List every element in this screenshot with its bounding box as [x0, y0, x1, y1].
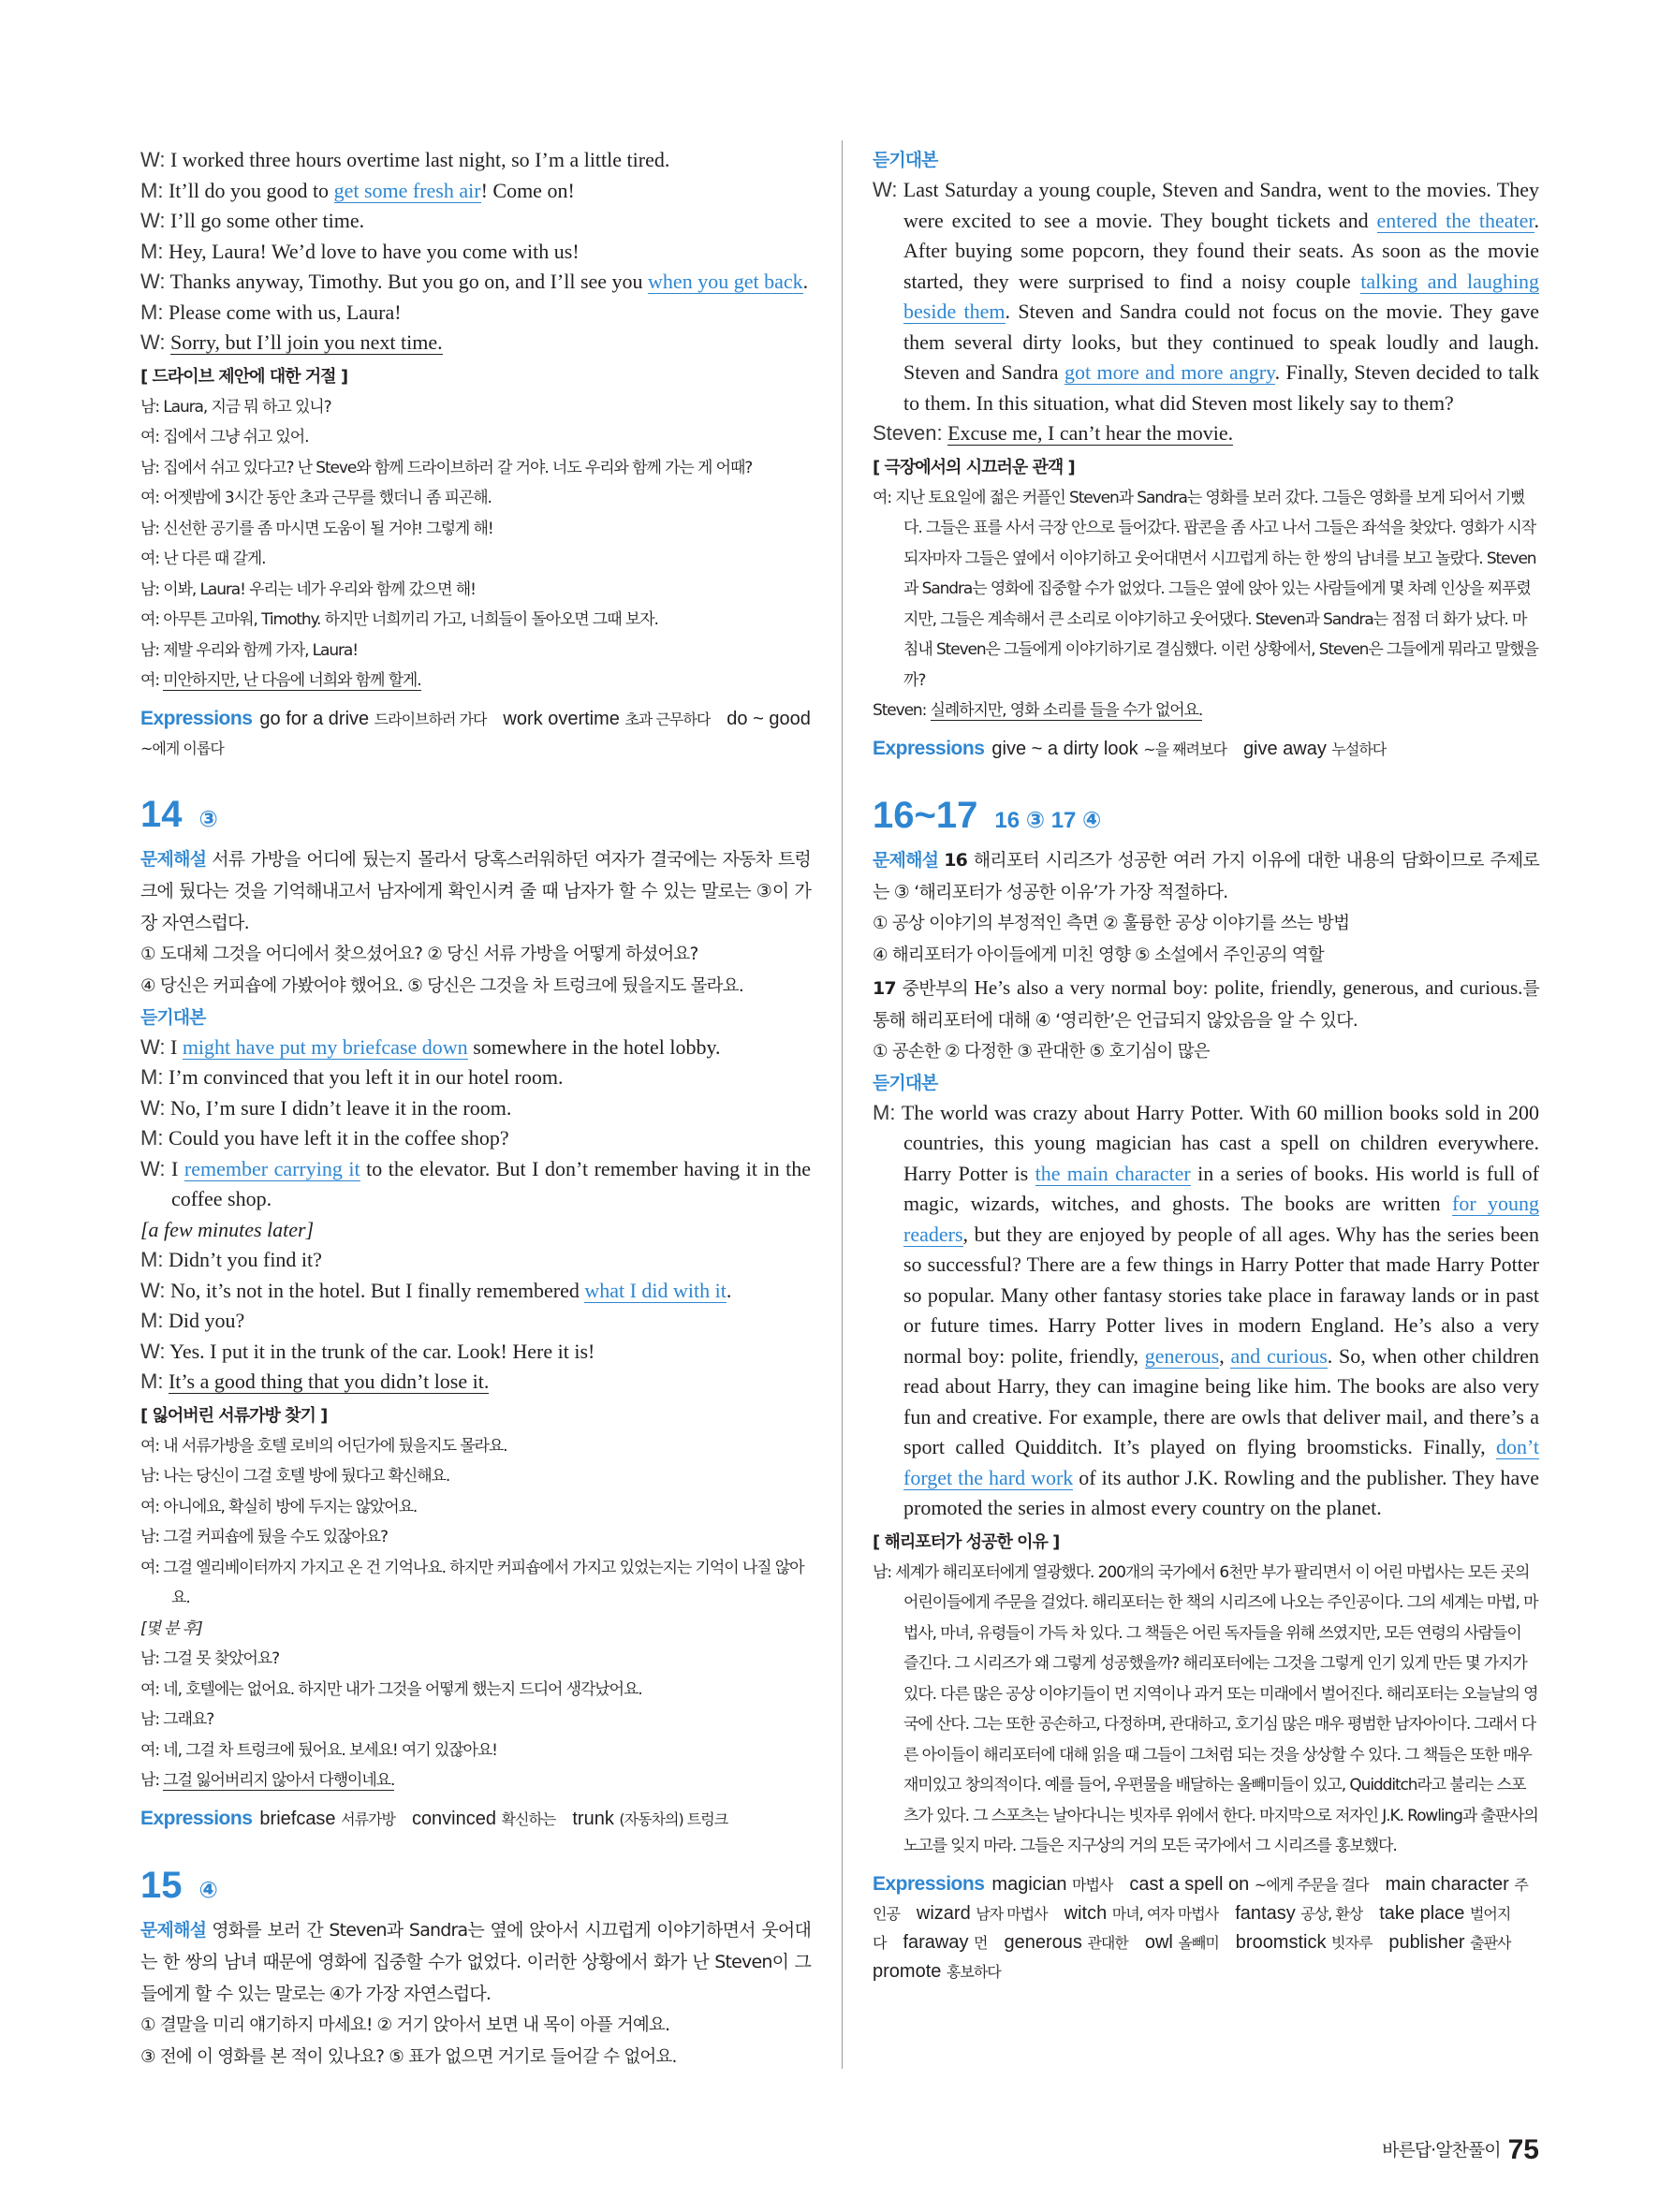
translation-text: 그래요? — [163, 1710, 214, 1729]
expression-meaning: ~에게 주문을 걸다 — [1254, 1875, 1369, 1894]
translation-text: 제발 우리와 함께 가자, Laura! — [163, 640, 358, 660]
explanation-label: 문제해설 — [140, 848, 207, 870]
dialogue-line — [140, 1337, 811, 1368]
script-label-16-17: 듣기대본 — [873, 1072, 938, 1093]
dialogue-line — [140, 1245, 811, 1276]
speaker-label: 여: — [140, 1740, 159, 1760]
translation-line — [140, 514, 811, 545]
expressions-label: Expressions — [140, 1807, 253, 1829]
expression-word: publisher — [1388, 1931, 1465, 1953]
expressions-label: Expressions — [140, 707, 253, 729]
speaker-label: W: — [140, 1278, 166, 1302]
blank-answer: when you get back — [648, 270, 803, 293]
expression-word: take place — [1379, 1902, 1465, 1924]
translation-line — [873, 696, 1539, 726]
script-text: No, I’m sure I didn’t leave it in the room. — [169, 1095, 512, 1120]
translation-line — [140, 1461, 811, 1492]
expression-meaning: 출판사 — [1470, 1933, 1511, 1952]
answer-line: Sorry, but I’ll join you next time. — [169, 330, 443, 354]
translation-line — [873, 1558, 1539, 1862]
translation-line — [140, 666, 811, 696]
footer-title: 바른답·알찬풀이 — [1382, 2140, 1501, 2161]
explanation-label: 문제해설 — [873, 849, 939, 871]
translation-line — [140, 544, 811, 575]
option-line: ④ 해리포터가 아이들에게 미친 영향 ⑤ 소설에서 주인공의 역할 — [873, 945, 1324, 965]
dialogue-line — [140, 1093, 811, 1124]
speaker-label: M: — [140, 1065, 164, 1089]
dialogue-14-script — [140, 1033, 811, 1398]
expressions-label: Expressions — [873, 1872, 985, 1895]
speaker-label: M: — [140, 1370, 164, 1393]
explanation-14: 문제해설 서류 가방을 어디에 뒀는지 몰라서 당혹스러워하던 여자가 결국에는 자동차 트렁크에 뒀다는 것을 기억해내고서 남자에게 확인시켜 줄 때 남자가 할 수 있는 말로는 ③이 가장 자연스럽다. — [140, 848, 811, 933]
script-text: , — [1219, 1343, 1231, 1368]
expression-meaning: 서류가방 — [341, 1809, 395, 1828]
script-text: . After buying some popcorn, they found their seats. As soon as the movie started, they were surprised to find a noisy couple — [903, 208, 1539, 293]
dialogue-line — [140, 1306, 811, 1337]
translation-text: 그걸 엘리베이터까지 가지고 온 건 기억나요. 하지만 커피숍에서 가지고 있었는지는 기억이 나질 않아요. — [163, 1558, 804, 1607]
translation-title: [ 해리포터가 성공한 이유 ] — [873, 1531, 1060, 1552]
expression-meaning: 마녀, 여자 마법사 — [1111, 1904, 1219, 1923]
speaker-label: W: — [140, 1095, 166, 1120]
translation-title: [ 드라이브 제안에 대한 거절 ] — [140, 366, 348, 387]
translation-line — [140, 453, 811, 484]
speaker-label: 여: — [140, 671, 159, 690]
expression-meaning: 먼 — [974, 1933, 988, 1952]
translation-text: 이봐, Laura! 우리는 네가 우리와 함께 갔으면 해! — [163, 579, 476, 599]
expression-meaning: 초과 근무하다 — [624, 710, 711, 728]
translation-line — [140, 1553, 811, 1614]
expression-word: witch — [1064, 1902, 1108, 1924]
speaker-label: 남: — [140, 519, 159, 538]
translation-line — [140, 483, 811, 514]
answer-14: ③ — [198, 806, 218, 832]
dialogue-line — [140, 267, 811, 298]
speaker-label: 여: — [140, 610, 159, 629]
blank-answer: generous — [1144, 1343, 1220, 1368]
blank-answer: got more and more angry — [1064, 360, 1275, 384]
translation-text: 아무튼 고마워, Timothy. 하지만 너희끼리 가고, 너희들이 돌아오면 그때 보자. — [163, 610, 658, 629]
expression-meaning: 마법사 — [1072, 1875, 1113, 1894]
blank-answer: don’t forget the hard work — [903, 1435, 1539, 1489]
answer-line: 실례하지만, 영화 소리를 들을 수가 없어요. — [930, 701, 1203, 720]
dialogue-line — [140, 145, 811, 176]
translation-16-17 — [873, 1558, 1539, 1862]
speaker-label: M: — [140, 178, 164, 202]
expression-meaning: (자동차의) 트렁크 — [619, 1809, 728, 1828]
script-text: somewhere in the hotel lobby. — [467, 1034, 721, 1059]
dialogue-line — [140, 206, 811, 237]
expression-meaning: 벌어지다 — [873, 1904, 1511, 1952]
option-line: ③ 전에 이 영화를 본 적이 있나요? ⑤ 표가 없으면 거기로 들어갈 수 없어요. — [140, 2046, 677, 2067]
option-line: ④ 당신은 커피숍에 가봤어야 했어요. ⑤ 당신은 그것을 차 트렁크에 뒀을지도 몰라요. — [140, 975, 743, 996]
translation-13 — [140, 392, 811, 696]
translation-text: 신선한 공기를 좀 마시면 도움이 될 거야! 그렇게 해! — [163, 519, 493, 538]
speaker-label: 남: — [140, 458, 159, 477]
blank-answer: might have put my briefcase down — [182, 1034, 468, 1059]
dialogue-line — [140, 1033, 811, 1063]
options-15 — [140, 2010, 811, 2073]
expression-word: promote — [873, 1960, 942, 1982]
expression-meaning: 누설하다 — [1331, 740, 1387, 758]
expression-word: do ~ good — [727, 708, 811, 729]
expressions-label: Expressions — [873, 737, 985, 759]
expression-meaning: 남자 마법사 — [976, 1904, 1048, 1923]
expression-word: give away — [1242, 738, 1327, 759]
expression-meaning: 홍보하다 — [946, 1962, 1001, 1981]
page-footer — [1382, 2134, 1539, 2166]
expression-word: convinced — [411, 1808, 496, 1829]
translation-text: 아니에요, 확실히 방에 두지는 않았어요. — [163, 1497, 418, 1516]
script-text: Yes. I put it in the trunk of the car. Look! Here it is! — [169, 1339, 595, 1363]
expression-meaning: ~을 째려보다 — [1143, 740, 1226, 758]
script-text: Could you have left it in the coffee shop? — [168, 1126, 509, 1150]
script-text: . — [802, 270, 809, 293]
translation-line — [140, 1675, 811, 1706]
speaker-label: M: — [140, 1126, 164, 1150]
expression-word: cast a spell on — [1129, 1873, 1250, 1895]
dialogue-16-17-script — [873, 1098, 1539, 1524]
answer-line: Excuse me, I can’t hear the movie. — [947, 421, 1234, 445]
speaker-label: 여: — [140, 489, 159, 507]
dialogue-line — [140, 328, 811, 359]
expression-word: broomstick — [1235, 1931, 1327, 1953]
expression-meaning: 공상, 환상 — [1300, 1904, 1363, 1923]
translation-text: 네, 그걸 차 트렁크에 뒀어요. 보세요! 여기 있잖아요! — [163, 1740, 497, 1760]
dialogue-line — [873, 1098, 1539, 1524]
translation-text: Laura, 지금 뭐 하고 있니? — [163, 397, 331, 417]
script-text: to the elevator. But I don’t remember having it in the coffee shop. — [171, 1156, 811, 1210]
explanation-15: 문제해설 영화를 보러 간 Steven과 Sandra는 옆에 앉아서 시끄럽게 이야기하면서 웃어대는 한 쌍의 남녀 때문에 영화에 집중할 수가 없었다. 이러한 상황에서 화가 난 Steven이 그들에게 할 수 있는 말로는 ④가 가장 자연스럽다. — [140, 1919, 811, 2004]
translation-line — [140, 636, 811, 667]
script-label-14: 듣기대본 — [140, 1006, 206, 1028]
expression-meaning: 드라이브하러 가다 — [374, 710, 487, 728]
expressions-13 — [140, 704, 811, 763]
expression-meaning: 주인공 — [873, 1875, 1528, 1923]
translation-line — [140, 1765, 811, 1796]
explanation-label: 문제해설 — [140, 1919, 207, 1941]
script-text: No, it’s not in the hotel. But I finally remembered — [169, 1278, 585, 1302]
speaker-label: M: — [140, 1248, 164, 1271]
translation-line — [873, 483, 1539, 696]
script-text: ! Come on! — [480, 178, 575, 202]
page-number: 75 — [1507, 2134, 1539, 2165]
script-text: Hey, Laura! We’d love to have you come with us! — [168, 239, 580, 263]
translation-title: [ 극장에서의 시끄러운 관객 ] — [873, 457, 1075, 477]
option-line: ① 공손한 ② 다정한 ③ 관대한 ⑤ 호기심이 많은 — [873, 1041, 1210, 1062]
blank-answer: what I did with it — [584, 1278, 727, 1302]
dialogue-line — [140, 298, 811, 329]
script-text: Did you? — [168, 1309, 245, 1332]
dialogue-line — [140, 1062, 811, 1093]
blank-answer: entered the theater — [1376, 208, 1534, 232]
answer-16-17: 16 ③ 17 ④ — [994, 807, 1102, 833]
expression-word: faraway — [903, 1931, 969, 1953]
question-15-number: 15 ④ — [140, 1864, 218, 1906]
dialogue-line — [140, 1367, 811, 1398]
translation-text: 네, 호텔에는 없어요. 하지만 내가 그것을 어떻게 했는지 드디어 생각났어요. — [163, 1679, 642, 1699]
expression-meaning: 올빼미 — [1178, 1933, 1219, 1952]
translation-line — [140, 1492, 811, 1523]
speaker-label: W: — [140, 209, 166, 232]
speaker-label: 남: — [140, 640, 159, 660]
script-text: , but they are enjoyed by people of all ages. Why has the series been so successful? There are a few things in Harry Potter that made Harry Potter so popular. Many other fantasy stories take place in faraway lands or in past or future times. Harry Potter lives in modern England. He’s also a very normal boy: polite, friendly, — [903, 1222, 1539, 1368]
expression-word: owl — [1144, 1931, 1173, 1953]
expression-word: wizard — [916, 1902, 971, 1924]
script-text: I — [171, 1156, 184, 1180]
expression-word: fantasy — [1235, 1902, 1296, 1924]
script-text: Last Saturday a young couple, Steven and Sandra, went to the movies. They were excited to see a movie. They bought tickets and — [903, 178, 1539, 232]
speaker-label: 여: — [140, 1679, 159, 1699]
blank-answer: remember carrying it — [184, 1156, 360, 1180]
expression-meaning: 확신하는 — [501, 1809, 556, 1828]
speaker-label: M: — [140, 239, 164, 263]
speaker-label: 여: — [873, 488, 891, 507]
answer-line: 그걸 잃어버리지 않아서 다행이네요. — [163, 1771, 395, 1790]
speaker-label: Steven: — [873, 701, 927, 720]
script-text: . Finally, Steven decided to talk to them. In this situation, what did Steven most likely say to them? — [903, 360, 1540, 415]
option-line: ① 공상 이야기의 부정적인 측면 ② 훌륭한 공상 이야기를 쓰는 방법 — [873, 913, 1350, 933]
translation-text: 집에서 쉬고 있다고? 난 Steve와 함께 드라이브하러 갈 거야. 너도 우리와 함께 가는 게 어때? — [163, 458, 753, 477]
translation-text: 내 서류가방을 호텔 로비의 어딘가에 뒀을지도 몰라요. — [163, 1436, 507, 1456]
expression-word: work overtime — [503, 708, 620, 729]
speaker-label: 남: — [140, 1771, 159, 1790]
script-text: Didn’t you find it? — [168, 1248, 322, 1271]
speaker-label: W: — [873, 178, 898, 201]
speaker-label: 남: — [140, 1467, 159, 1486]
expression-word: main character — [1385, 1873, 1509, 1895]
speaker-label: M: — [140, 300, 164, 324]
translation-title: [ 잃어버린 서류가방 찾기 ] — [140, 1405, 328, 1426]
expression-word: magician — [991, 1873, 1067, 1895]
speaker-label: 남: — [140, 1649, 159, 1668]
script-text: . — [726, 1278, 732, 1302]
speaker-label: 여: — [140, 428, 159, 447]
left-column — [140, 145, 811, 2073]
right-column — [873, 145, 1539, 1986]
script-text: . Steven and Sandra could not focus on the movie. They gave them several dirty looks, but they continued to speak loudly and laugh. Steven and Sandra — [903, 300, 1539, 384]
translation-14 — [140, 1431, 811, 1796]
script-text: in a series of books. His world is full of magic, wizards, witches, and ghosts. The books are written — [903, 1161, 1539, 1215]
speaker-label: W: — [140, 148, 166, 171]
option-line: ① 도대체 그것을 어디에서 찾으셨어요? ② 당신 서류 가방을 어떻게 하셨어요? — [140, 944, 698, 964]
blank-answer: and curious — [1230, 1343, 1328, 1368]
expression-word: go for a drive — [259, 708, 370, 729]
speaker-label: Steven: — [873, 421, 943, 445]
question-16-17-number: 16~17 16 ③ 17 ④ — [873, 794, 1102, 836]
translation-line — [140, 605, 811, 636]
dialogue-13-script — [140, 145, 811, 359]
explanation-16: 문제해설 16 해리포터 시리즈가 성공한 여러 가지 이유에 대한 내용의 담화이므로 주제로는 ③ ‘해리포터가 성공한 이유’가 가장 적절하다. — [873, 849, 1539, 902]
script-text: Thanks anyway, Timothy. But you go on, and I’ll see you — [169, 270, 649, 293]
script-text: I’ll go some other time. — [169, 209, 365, 232]
dialogue-line — [140, 176, 811, 207]
script-text: I worked three hours overtime last night, so I’m a little tired. — [169, 148, 670, 171]
expression-meaning: 빗자루 — [1331, 1933, 1373, 1952]
speaker-label: 남: — [140, 579, 159, 599]
speaker-label: 여: — [140, 1436, 159, 1456]
speaker-label: 여: — [140, 549, 159, 568]
dialogue-line — [140, 1154, 811, 1215]
script-text: Please come with us, Laura! — [168, 300, 402, 324]
speaker-label: W: — [140, 330, 166, 354]
translation-text: 집에서 그냥 쉬고 있어. — [163, 428, 309, 447]
script-text: . So, when other children read about Harry, they can imagine being like him. The books are also very fun and creative. For example, there are owls that deliver mail, and there’s a sport called Quidditch. It’s played on flying broomsticks. Finally, — [903, 1343, 1540, 1458]
translation-line — [140, 1522, 811, 1553]
expressions-16-17 — [873, 1869, 1539, 1986]
speaker-label: 남: — [140, 1528, 159, 1546]
translation-line — [140, 1644, 811, 1675]
stage-direction: [a few minutes later] — [140, 1217, 315, 1241]
column-divider — [842, 140, 843, 2069]
speaker-label: 여: — [140, 1497, 159, 1516]
blank-answer: the main character — [1035, 1161, 1191, 1185]
speaker-label: W: — [140, 270, 166, 293]
question-14-number: 14 ③ — [140, 793, 218, 835]
expression-word: generous — [1004, 1931, 1082, 1953]
dialogue-line — [873, 418, 1539, 449]
translation-line — [140, 1736, 811, 1766]
speaker-label: W: — [140, 1339, 166, 1363]
translation-text: 그걸 못 찾았어요? — [163, 1649, 280, 1668]
translation-text: 나는 당신이 그걸 호텔 방에 뒀다고 확신해요. — [163, 1467, 450, 1486]
translation-line — [140, 422, 811, 453]
speaker-label: 여: — [140, 1558, 159, 1577]
translation-text: 지난 토요일에 젊은 커플인 Steven과 Sandra는 영화를 보러 갔다. 그들은 영화를 보게 되어서 기뻤다. 그들은 표를 사서 극장 안으로 들어갔다. 팝콘을 좀 사고 나서 그들은 좌석을 찾았다. 영화가 시작되자마자 그들은 옆에서 이야기하고 웃어대면서 시끄럽게 하는 한 쌍의 남녀를 보고 놀랐다. Steven과 Sandra는 영화에 집중할 수가 없었다. 그들은 옆에 앉아 있는 사람들에게 몇 차례 인상을 찌푸렸지만, 그들은 계속해서 큰 소리로 이야기하고 웃어댔다. Steven과 Sandra는 점점 더 화가 났다. 마침내 Steven은 그들에게 이야기하기로 결심했다. 이런 상황에서, Steven은 그들에게 뭐라고 말했을까? — [895, 488, 1538, 690]
answer-15: ④ — [198, 1877, 218, 1903]
translation-text: 어젯밤에 3시간 동안 초과 근무를 했더니 좀 피곤해. — [163, 489, 492, 507]
dialogue-line — [140, 237, 811, 268]
speaker-label: M: — [140, 1309, 164, 1332]
script-text: I’m convinced that you left it in our hotel room. — [168, 1065, 564, 1089]
expression-word: briefcase — [259, 1808, 336, 1829]
translation-line — [140, 1614, 811, 1645]
answer-line: It’s a good thing that you didn’t lose it. — [168, 1370, 490, 1393]
translation-text: 세계가 해리포터에게 열광했다. 200개의 국가에서 6천만 부가 팔리면서 이 어린 마법사는 모든 곳의 어린이들에게 주문을 걸었다. 해리포터는 한 책의 시리즈에 나오는 주인공이다. 그의 세계는 마법, 마법사, 마녀, 유령들이 가득 차 있다. 그 책들은 어린 독자들을 위해 쓰였지만, 모든 연령의 사람들이 즐긴다. 그 시리즈가 왜 그렇게 성공했을까? 해리포터에는 그것을 그렇게 인기 있게 만든 몇 가지가 있다. 다른 많은 공상 이야기들이 먼 지역이나 과거 또는 미래에서 벌어진다. 해리포터는 오늘날의 영국에 산다. 그는 또한 공손하고, 다정하며, 관대하고, 호기심 많은 매우 평범한 남자아이다. 그래서 다른 아이들이 해리포터에 대해 읽을 때 그들이 그처럼 되는 것을 상상할 수 있다. 그 책들은 또한 매우 재미있고 창의적이다. 예를 들어, 우편물을 배달하는 올빼미들이 있고, Quidditch라고 불리는 스포츠가 있다. 그 스포츠는 날아다니는 빗자루 위에서 한다. 마지막으로 저자인 J.K. Rowling과 출판사의 노고를 잊지 마라. 그들은 지구상의 거의 모든 국가에서 그 시리즈를 홍보했다. — [895, 1562, 1538, 1855]
script-text: I — [169, 1034, 183, 1059]
blank-answer: talking and laughing beside them — [903, 269, 1540, 323]
expression-word: give ~ a dirty look — [991, 738, 1138, 759]
script-label-15: 듣기대본 — [873, 150, 938, 170]
explanation-17: 17 중반부의 He’s also a very normal boy: polite, friendly, generous, and curious.를 통해 해리포터에 대해 ④ ‘영리한’은 언급되지 않았음을 알 수 있다. — [873, 975, 1539, 1031]
speaker-label: 남: — [140, 1710, 159, 1729]
dialogue-line — [873, 175, 1539, 418]
speaker-label: W: — [140, 1156, 166, 1180]
expression-meaning: 관대한 — [1087, 1933, 1128, 1952]
stage-direction: [몇 분 후] — [140, 1619, 202, 1638]
translation-line — [140, 575, 811, 606]
translation-text: 그걸 커피숍에 뒀을 수도 있잖아요? — [163, 1528, 388, 1546]
translation-line — [140, 1705, 811, 1736]
option-line: ① 결말을 미리 얘기하지 마세요! ② 거기 앉아서 보면 내 목이 아플 거예요. — [140, 2014, 670, 2035]
script-text: The world was crazy about Harry Potter. With 60 million books sold in 200 countries, this young magician has cast a spell on children everywhere. Harry Potter is — [901, 1100, 1539, 1185]
speaker-label: 남: — [873, 1562, 891, 1582]
translation-line — [140, 392, 811, 423]
expressions-15 — [873, 734, 1539, 764]
expression-meaning: ~에게 이롭다 — [140, 739, 224, 757]
expressions-14 — [140, 1804, 811, 1834]
answer-line: 미안하지만, 난 다음에 너희와 함께 할게. — [163, 671, 421, 690]
speaker-label: W: — [140, 1034, 166, 1059]
options-16 — [873, 908, 1539, 972]
options-14 — [140, 939, 811, 1003]
translation-15 — [873, 483, 1539, 726]
blank-answer: get some fresh air — [333, 178, 481, 202]
translation-line — [140, 1431, 811, 1462]
options-17 — [873, 1036, 1539, 1068]
blank-answer: for young readers — [903, 1192, 1539, 1246]
speaker-label: M: — [873, 1100, 896, 1124]
translation-text: 난 다른 때 갈게. — [163, 549, 266, 568]
dialogue-line — [140, 1123, 811, 1154]
speaker-label: 남: — [140, 397, 159, 417]
script-text: of its author J.K. Rowling and the publisher. They have promoted the series in almost every country on the planet. — [903, 1465, 1539, 1519]
dialogue-15-script — [873, 175, 1539, 449]
script-text: It’ll do you good to — [168, 178, 334, 202]
dialogue-line — [140, 1276, 811, 1307]
dialogue-line — [140, 1215, 811, 1246]
expression-word: trunk — [572, 1808, 614, 1829]
